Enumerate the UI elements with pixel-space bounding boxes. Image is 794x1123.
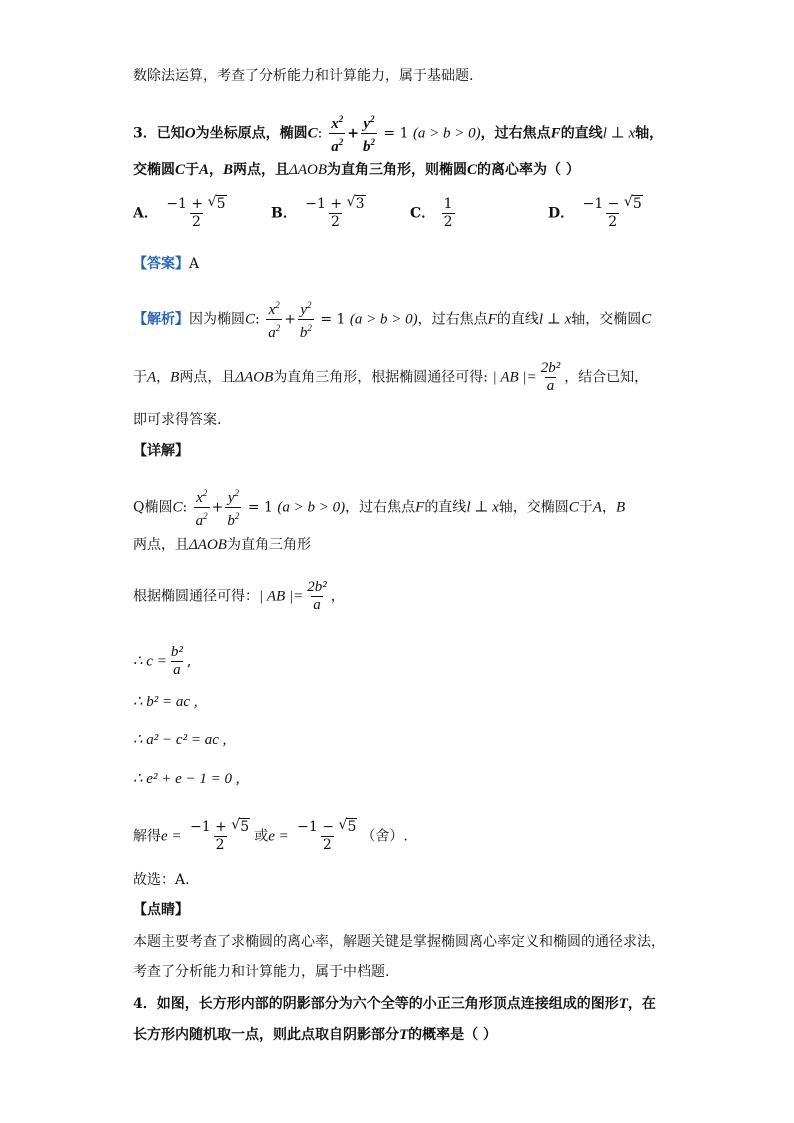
analysis-tag: 【解析】 [133, 311, 189, 328]
q3-solve: 解得e = −1 + √ 5 2 或e = −1 − √ 5 2 （舍）. [133, 817, 408, 853]
answer-tag: 【答案】 [133, 256, 189, 272]
q3-step-b2: ∴ b² = ac , [133, 694, 198, 710]
q3-step-a2: ∴ a² − c² = ac , [133, 732, 227, 748]
q3-analysis-line-1: 【解析】因为椭圆C: $\frac{x^2}{a^2}$ + $\frac{y^2}{b^2}$ = 1 (a > b > 0)，过右焦点F的直线l ⊥ x轴，交椭圆C [133, 300, 652, 341]
q4-stem-line-1: 4．如图，长方形内部的阴影部分为六个全等的小正三角形顶点连接组成的图形T，在 [133, 996, 656, 1012]
ellipse-y-term: $\frac{y^2}{b^2}$ [362, 114, 375, 155]
q3-option-b[interactable]: B． −1 + √ 3 2 [271, 194, 365, 230]
q3-stem-line-2: 交椭圆C于A，B两点，且ΔAOB为直角三角形，则椭圆C的离心率为（ ） [133, 162, 580, 178]
q4-number: 4． [133, 996, 157, 1012]
q3-step-c: ∴ c = $\frac{\text{b²}}{a}$ , [133, 644, 192, 678]
detail-tag: 【详解】 [133, 443, 189, 459]
q3-detail-line-1: Q椭圆C: $\frac{x^2}{a^2}$ + $\frac{y^2}{b^2}$ = 1 (a > b > 0)，过右焦点F的直线l ⊥ x轴，交椭圆C于A，B [133, 488, 626, 529]
q3-option-a[interactable]: A． −1 + √ 5 2 [133, 194, 226, 230]
q3-analysis-line-3: 即可求得答案. [133, 412, 222, 428]
q3-option-d[interactable]: D． −1 − √ 5 2 [548, 194, 642, 230]
q3-choose: 故选：A. [133, 872, 190, 888]
comment-tag: 【点睛】 [133, 902, 189, 918]
q3-answer: 【答案】A [133, 256, 200, 272]
q3-stem-line-1: 3．已知O为坐标原点，椭圆C: $\frac{x^2}{a^2}$ + $\frac{y^2}{b^2}$ = 1 (a > b > 0)，过右焦点F的直线l ⊥ x轴， [133, 114, 664, 155]
q3-option-c[interactable]: C． $\frac{1}{2}$ [410, 196, 453, 230]
q4-stem-line-2: 长方形内随机取一点，则此点取自阴影部分T的概率是（ ） [133, 1027, 498, 1043]
q3-detail-line-2: 两点，且ΔAOB为直角三角形 [133, 537, 311, 553]
q3-step-e: ∴ e² + e − 1 = 0 , [133, 771, 240, 787]
prev-solution-tail: 数除法运算，考查了分析能力和计算能力，属于基础题. [133, 68, 474, 84]
ellipse-x-term: $\frac{x^2}{a^2}$ [331, 114, 344, 155]
q3-analysis-line-2: 于A，B两点，且ΔAOB为直角三角形，根据椭圆通径可得: | AB |= $\frac{\text{2b²}}{a}$ ，结合已知， [133, 360, 649, 394]
q3-detail-line-3: 根据椭圆通径可得：| AB |= $\frac{\text{2b²}}{a}$ ， [133, 579, 345, 613]
q3-comment-line-2: 考查了分析能力和计算能力，属于中档题. [133, 964, 390, 980]
q3-comment-line-1: 本题主要考查了求椭圆的离心率，解题关键是掌握椭圆离心率定义和椭圆的通径求法， [133, 934, 665, 950]
q3-number: 3． [133, 125, 157, 142]
